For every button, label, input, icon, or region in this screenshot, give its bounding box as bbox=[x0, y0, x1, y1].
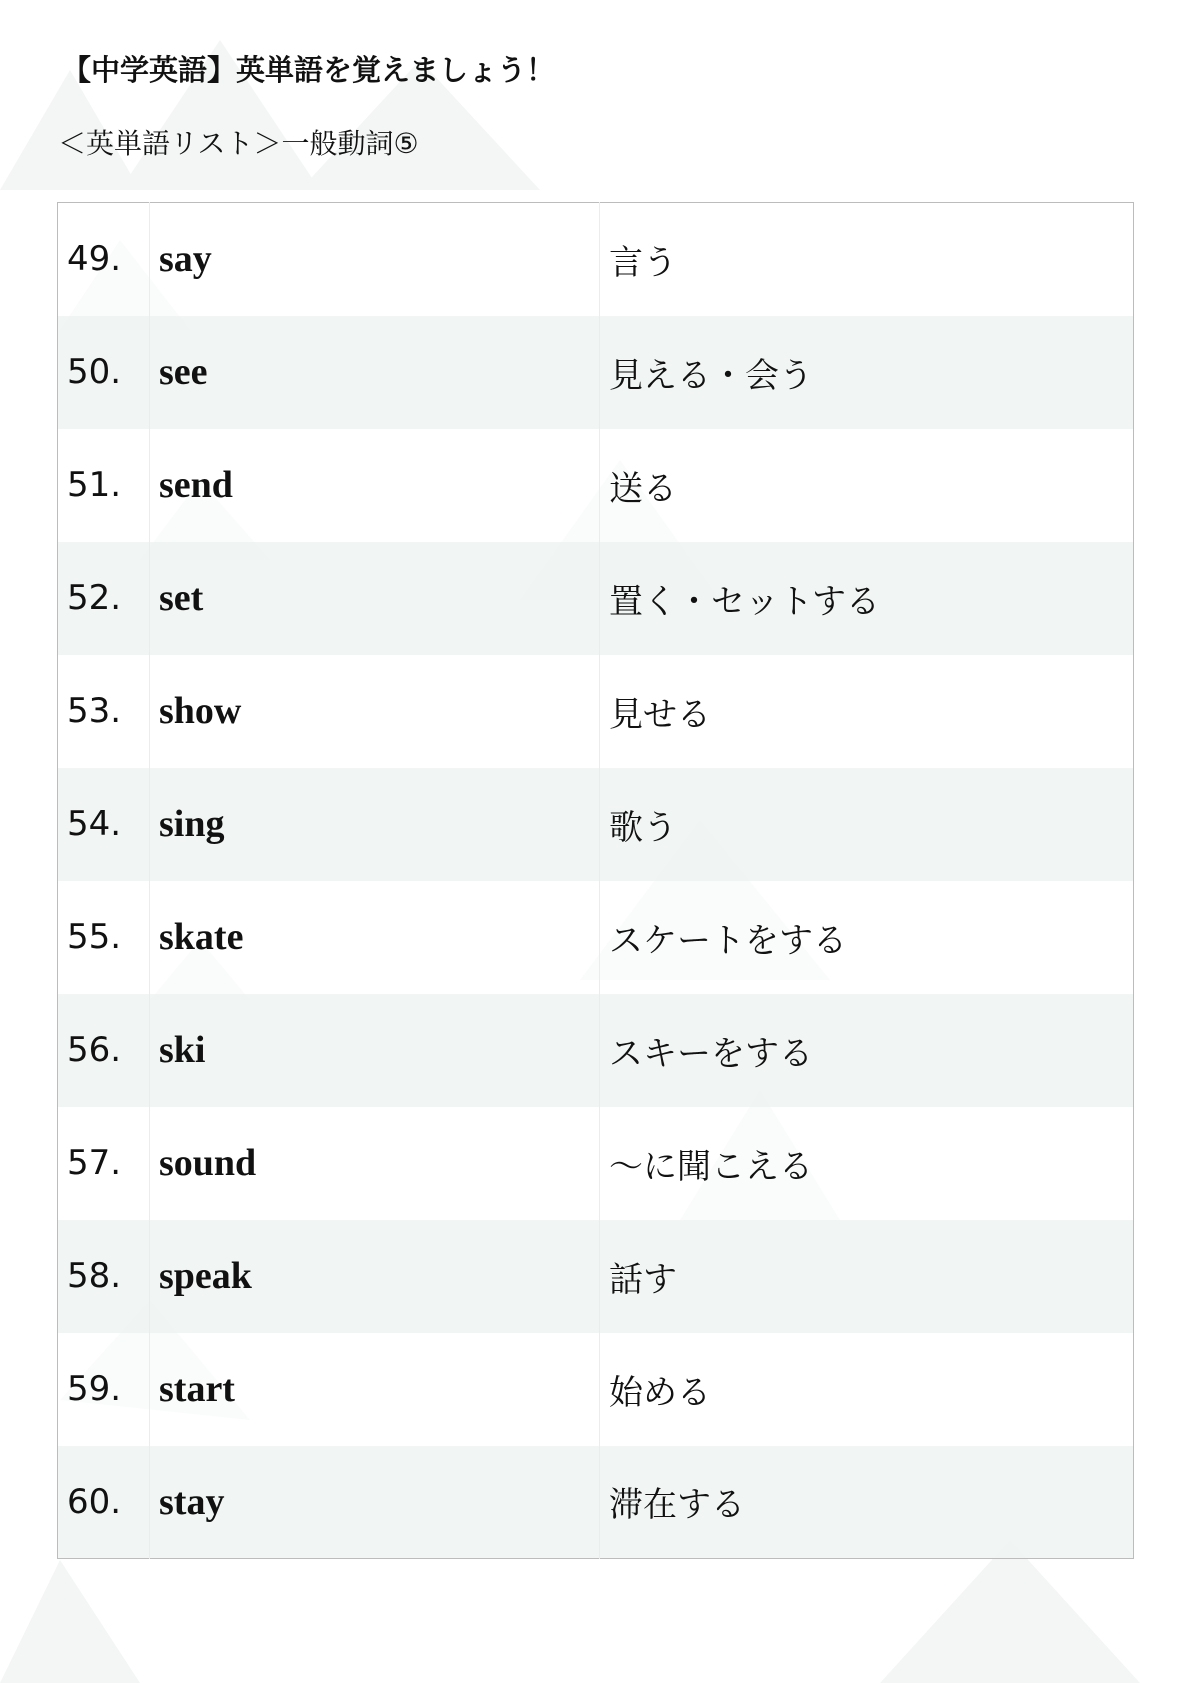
japanese-meaning: 送る bbox=[600, 429, 1134, 542]
english-word: sing bbox=[150, 768, 600, 881]
page-title: 【中学英語】英単語を覚えましょう！ bbox=[62, 53, 556, 87]
table-row bbox=[58, 1107, 1134, 1220]
word-number: 55. bbox=[67, 917, 122, 957]
english-word: skate bbox=[150, 881, 600, 994]
list-subtitle: ＜英単語リスト＞一般動詞⑤ bbox=[58, 127, 419, 160]
word-number: 52. bbox=[67, 578, 122, 618]
japanese-meaning: スケートをする bbox=[600, 881, 1134, 994]
english-word: sound bbox=[150, 1107, 600, 1220]
word-number: 56. bbox=[67, 1030, 122, 1070]
word-number: 60. bbox=[67, 1481, 122, 1522]
word-number: 54. bbox=[67, 804, 122, 844]
japanese-meaning: ～に聞こえる bbox=[600, 1107, 1134, 1220]
table-row bbox=[58, 1220, 1134, 1333]
word-number: 49. bbox=[67, 239, 122, 280]
japanese-meaning: 歌う bbox=[600, 768, 1134, 881]
table-row bbox=[58, 1446, 1134, 1559]
english-word: say bbox=[150, 203, 600, 316]
table-row bbox=[58, 768, 1134, 881]
japanese-meaning: 滞在する bbox=[600, 1446, 1134, 1559]
table-row bbox=[58, 316, 1134, 429]
japanese-meaning: 置く・セットする bbox=[600, 542, 1134, 655]
word-number: 50. bbox=[67, 352, 122, 392]
japanese-meaning: 見せる bbox=[600, 655, 1134, 768]
table-row bbox=[58, 542, 1134, 655]
english-word: show bbox=[150, 655, 600, 768]
english-word: set bbox=[150, 542, 600, 655]
word-number: 58. bbox=[67, 1256, 122, 1296]
table-row bbox=[58, 1333, 1134, 1446]
english-word: start bbox=[150, 1333, 600, 1446]
english-word: ski bbox=[150, 994, 600, 1107]
english-word: stay bbox=[150, 1446, 600, 1559]
table-row bbox=[58, 994, 1134, 1107]
japanese-meaning: スキーをする bbox=[600, 994, 1134, 1107]
english-word: see bbox=[150, 316, 600, 429]
english-word: send bbox=[150, 429, 600, 542]
japanese-meaning: 見える・会う bbox=[600, 316, 1134, 429]
japanese-meaning: 言う bbox=[600, 203, 1134, 316]
table-row bbox=[58, 203, 1134, 316]
table-row bbox=[58, 655, 1134, 768]
word-number: 53. bbox=[67, 691, 122, 731]
english-word: speak bbox=[150, 1220, 600, 1333]
word-number: 59. bbox=[67, 1369, 122, 1409]
table-row bbox=[58, 881, 1134, 994]
table-row bbox=[58, 429, 1134, 542]
japanese-meaning: 始める bbox=[600, 1333, 1134, 1446]
word-number: 57. bbox=[67, 1143, 122, 1183]
word-number: 51. bbox=[67, 465, 122, 505]
vocab-table bbox=[57, 202, 1134, 1559]
japanese-meaning: 話す bbox=[600, 1220, 1134, 1333]
